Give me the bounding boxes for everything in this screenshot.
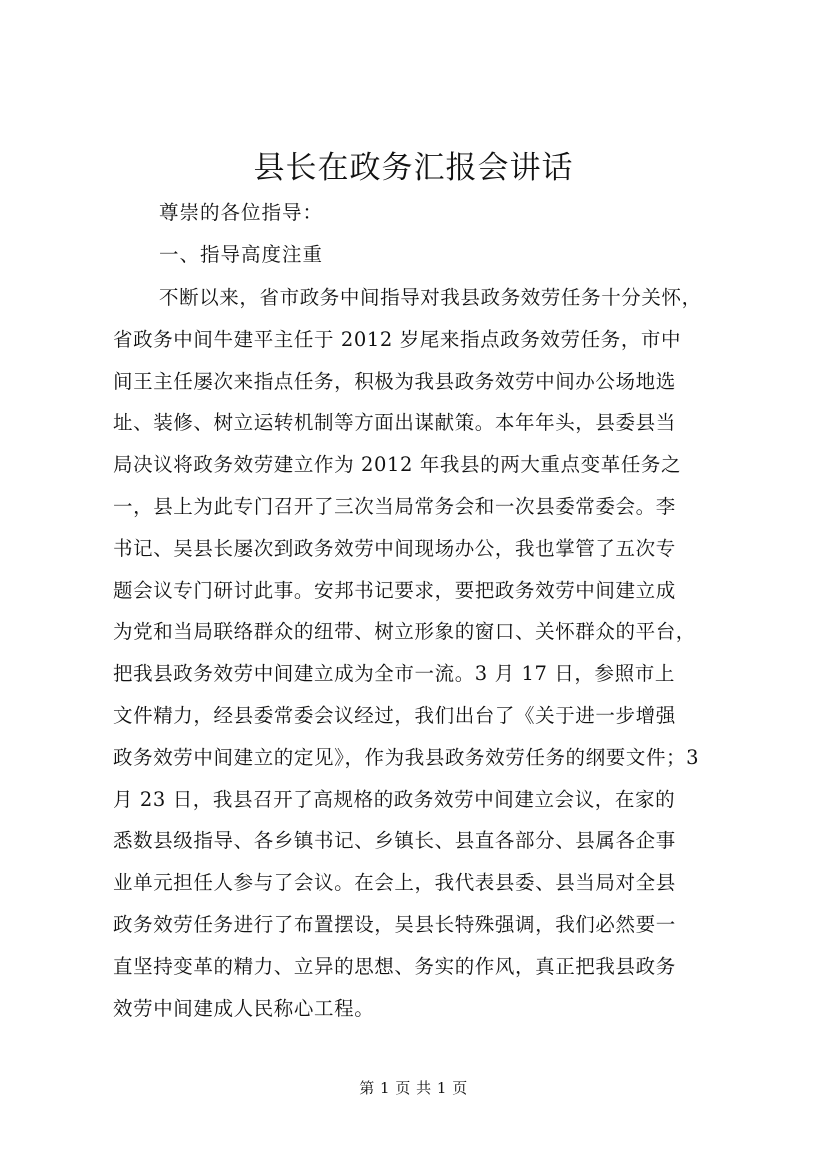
body-line: 一，县上为此专门召开了三次当局常务会和一次县委常委会。李 [113,495,676,518]
body-line: 效劳中间建成人民称心工程。 [113,996,375,1020]
body-line: 月 23 日，我县召开了高规格的政务效劳中间建立会议，在家的 [113,787,676,811]
body-line: 政务效劳任务进行了布置摆设，吴县长特殊强调，我们必然要一 [113,913,676,936]
document-title: 县长在政务汇报会讲话 [253,150,574,186]
section-heading: 一、指导高度注重 [159,243,324,266]
body-line: 文件精力，经县委常委会议经过，我们出台了《关于进一步增强 [113,704,676,727]
salutation: 尊崇的各位指导： [159,201,324,224]
body-line: 把我县政务效劳中间建立成为全市一流。3 月 17 日，参照市上 [113,662,675,686]
body-line: 为党和当局联络群众的纽带、树立形象的窗口、关怀群众的平台， [113,620,696,644]
body-line: 书记、吴县长屡次到政务效劳中间现场办公，我也掌管了五次专 [113,536,676,560]
body-line: 局决议将政务效劳建立作为 2012 年我县的两大重点变革任务之 [113,453,682,477]
body-line: 悉数县级指导、各乡镇书记、乡镇长、县直各部分、县属各企事 [113,829,676,853]
body-line: 业单元担任人参与了会议。在会上，我代表县委、县当局对全县 [113,871,676,895]
page-footer: 第 1 页 共 1 页 [359,1079,468,1097]
body-line: 政务效劳中间建立的定见》，作为我县政务效劳任务的纲要文件；3 [113,745,700,769]
body-line: 间王主任屡次来指点任务，积极为我县政务效劳中间办公场地选 [113,369,676,393]
body-line: 题会议专门研讨此事。安邦书记要求，要把政务效劳中间建立成 [113,578,676,602]
body-line: 直坚持变革的精力、立异的思想、务实的作风，真正把我县政务 [113,954,676,978]
body-line: 不断以来，省市政务中间指导对我县政务效劳任务十分关怀， [159,286,702,309]
body-line: 省政务中间牛建平主任于 2012 岁尾来指点政务效劳任务，市中 [113,327,682,351]
body-line: 址、装修、树立运转机制等方面出谋献策。本年年头，县委县当 [113,411,676,435]
